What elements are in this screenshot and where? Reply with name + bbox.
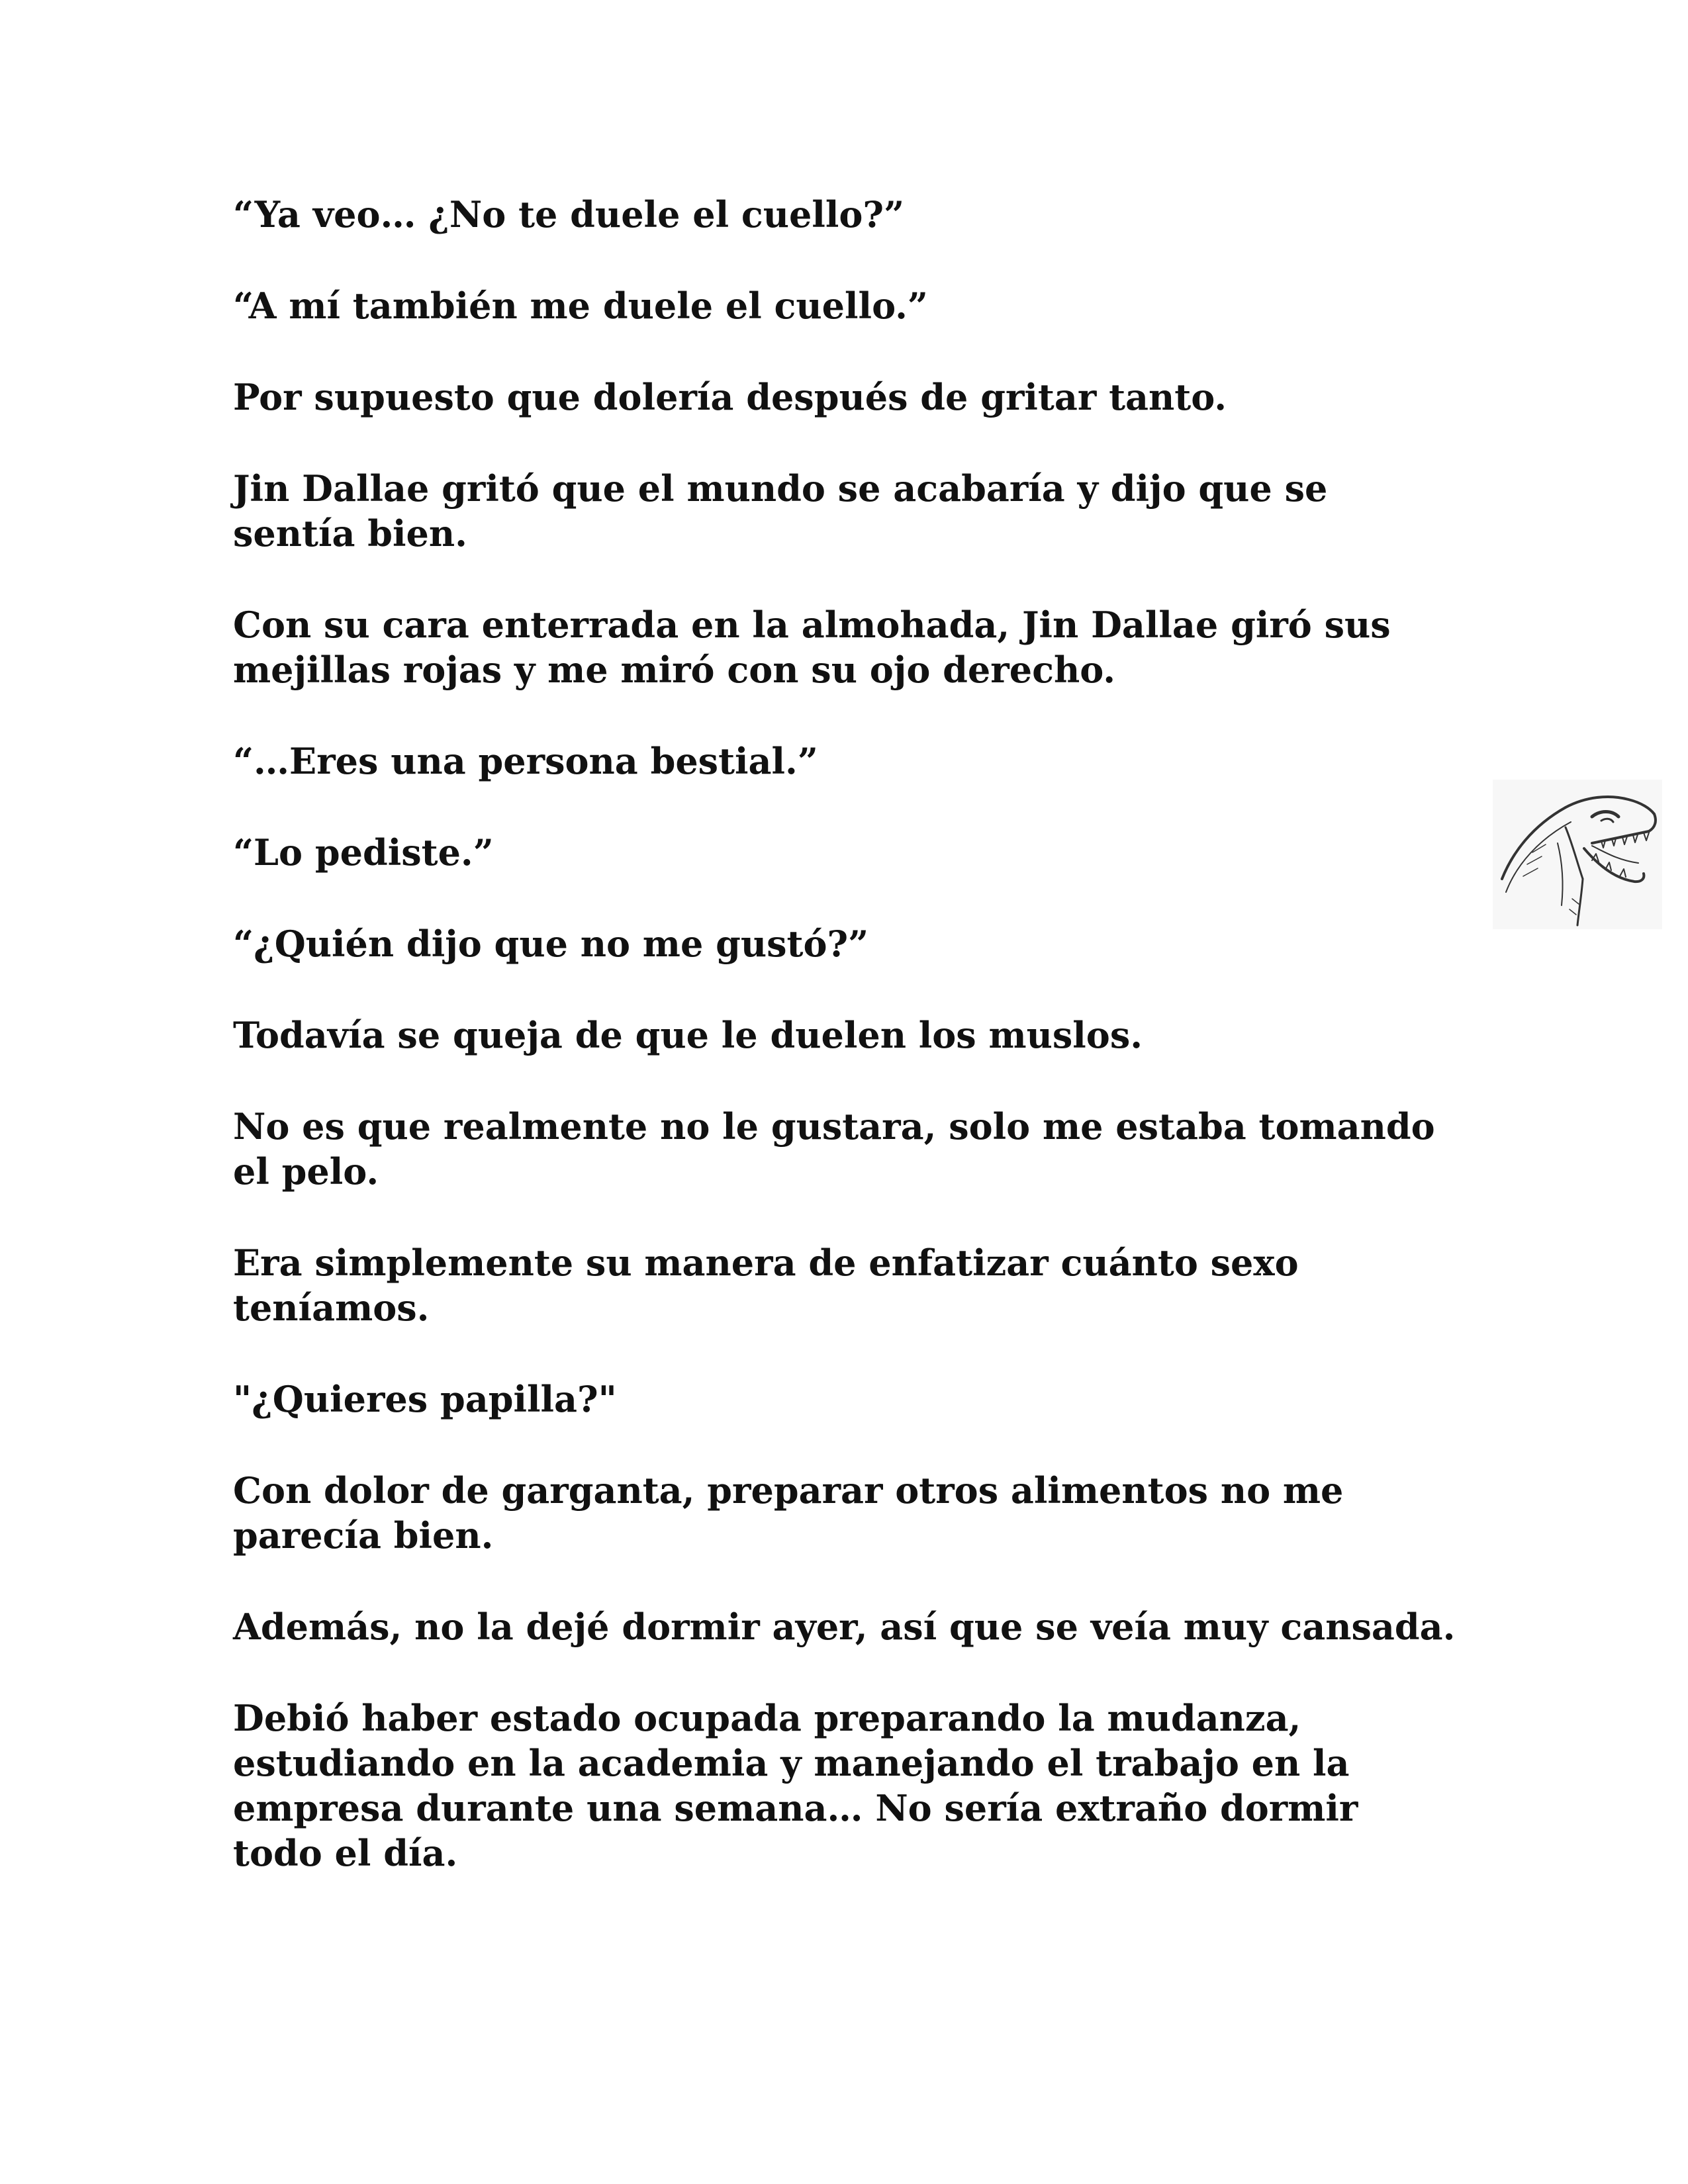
- paragraph-9: Todavía se queja de que le duelen los muslos.: [233, 1014, 1143, 1056]
- paragraph-13: Con dolor de garganta, preparar otros alimentos no me parecía bien.: [233, 1469, 1344, 1557]
- paragraph-8: “¿Quién dijo que no me gustó?”: [233, 923, 869, 965]
- paragraph-2: “A mí también me duele el cuello.”: [233, 285, 928, 327]
- paragraph-7: “Lo pediste.”: [233, 831, 494, 874]
- paragraph-14: Además, no la dejé dormir ayer, así que se veía muy cansada.: [233, 1606, 1456, 1648]
- text-body: [233, 192, 1458, 1922]
- paragraph-10: No es que realmente no le gustara, solo me estaba tomando el pelo.: [233, 1105, 1435, 1193]
- dinosaur-head-icon: [1493, 780, 1662, 929]
- paragraph-11: Era simplemente su manera de enfatizar cuánto sexo teníamos.: [233, 1242, 1299, 1329]
- paragraph-6: “…Eres una persona bestial.”: [233, 740, 818, 782]
- paragraph-1: “Ya veo… ¿No te duele el cuello?”: [233, 193, 905, 236]
- dinosaur-sketch: [1493, 780, 1662, 929]
- paragraph-5: Con su cara enterrada en la almohada, Jin Dallae giró sus mejillas rojas y me miró con su ojo derecho.: [233, 604, 1391, 691]
- paragraph-4: Jin Dallae gritó que el mundo se acabaría y dijo que se sentía bien.: [233, 467, 1328, 555]
- paragraph-3: Por supuesto que dolería después de gritar tanto.: [233, 376, 1227, 418]
- paragraph-15: Debió haber estado ocupada preparando la mudanza, estudiando en la academia y manejando el trabajo en la empresa durante una semana… No sería extraño dormir todo el día.: [233, 1697, 1358, 1874]
- paragraph-12: "¿Quieres papilla?": [233, 1378, 617, 1420]
